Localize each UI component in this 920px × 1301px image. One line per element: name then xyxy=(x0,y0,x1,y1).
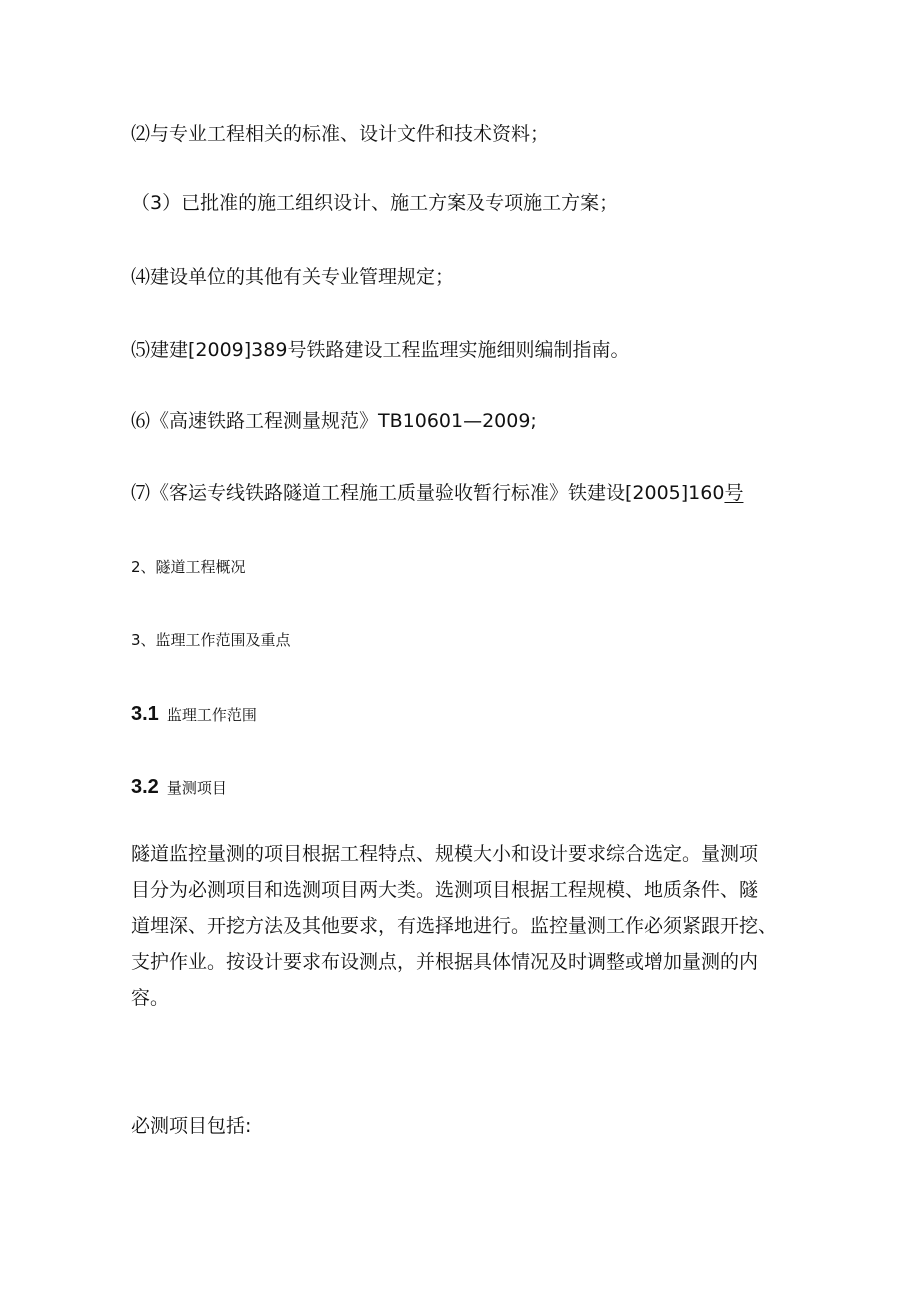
section-3-2-number: 3.2 xyxy=(131,776,159,798)
reference-item-7-main: ⑺《客运专线铁路隧道工程施工质量验收暂行标准》铁建设[2005]160 xyxy=(131,482,725,504)
reference-item-5: ⑸建建[2009]389号铁路建设工程监理实施细则编制指南。 xyxy=(131,339,630,361)
reference-item-7 xyxy=(131,481,743,505)
reference-item-7-tail: 号 xyxy=(724,482,744,504)
paragraph-line: 支护作业。按设计要求布设测点，并根据具体情况及时调整或增加量测的内 xyxy=(131,951,759,973)
section-3-1-title: 监理工作范围 xyxy=(166,706,257,724)
section-3-heading: 3、监理工作范围及重点 xyxy=(131,631,291,649)
section-3-2-heading xyxy=(131,775,227,800)
section-3-2-title: 量测项目 xyxy=(166,779,227,797)
reference-item-3: （3）已批准的施工组织设计、施工方案及专项施工方案； xyxy=(131,192,619,214)
section-3-1-heading xyxy=(131,702,257,727)
paragraph-line: 道埋深、开挖方法及其他要求，有选择地进行。监控量测工作必须紧跟开挖、 xyxy=(131,915,778,937)
section-3-1-number: 3.1 xyxy=(131,703,159,725)
reference-item-4: ⑷建设单位的其他有关专业管理规定； xyxy=(131,266,455,288)
paragraph-line: 目分为必测项目和选测项目两大类。选测项目根据工程规模、地质条件、隧 xyxy=(131,879,759,901)
paragraph-line: 隧道监控量测的项目根据工程特点、规模大小和设计要求综合选定。量测项 xyxy=(131,843,759,865)
required-items-intro: 必测项目包括: xyxy=(131,1115,252,1137)
paragraph-line: 容。 xyxy=(131,987,170,1009)
reference-item-2: ⑵与专业工程相关的标准、设计文件和技术资料； xyxy=(131,123,550,145)
body-paragraph xyxy=(131,836,795,1016)
section-2-heading: 2、隧道工程概况 xyxy=(131,558,246,576)
reference-item-6: ⑹《高速铁路工程测量规范》TB10601—2009; xyxy=(131,410,537,432)
